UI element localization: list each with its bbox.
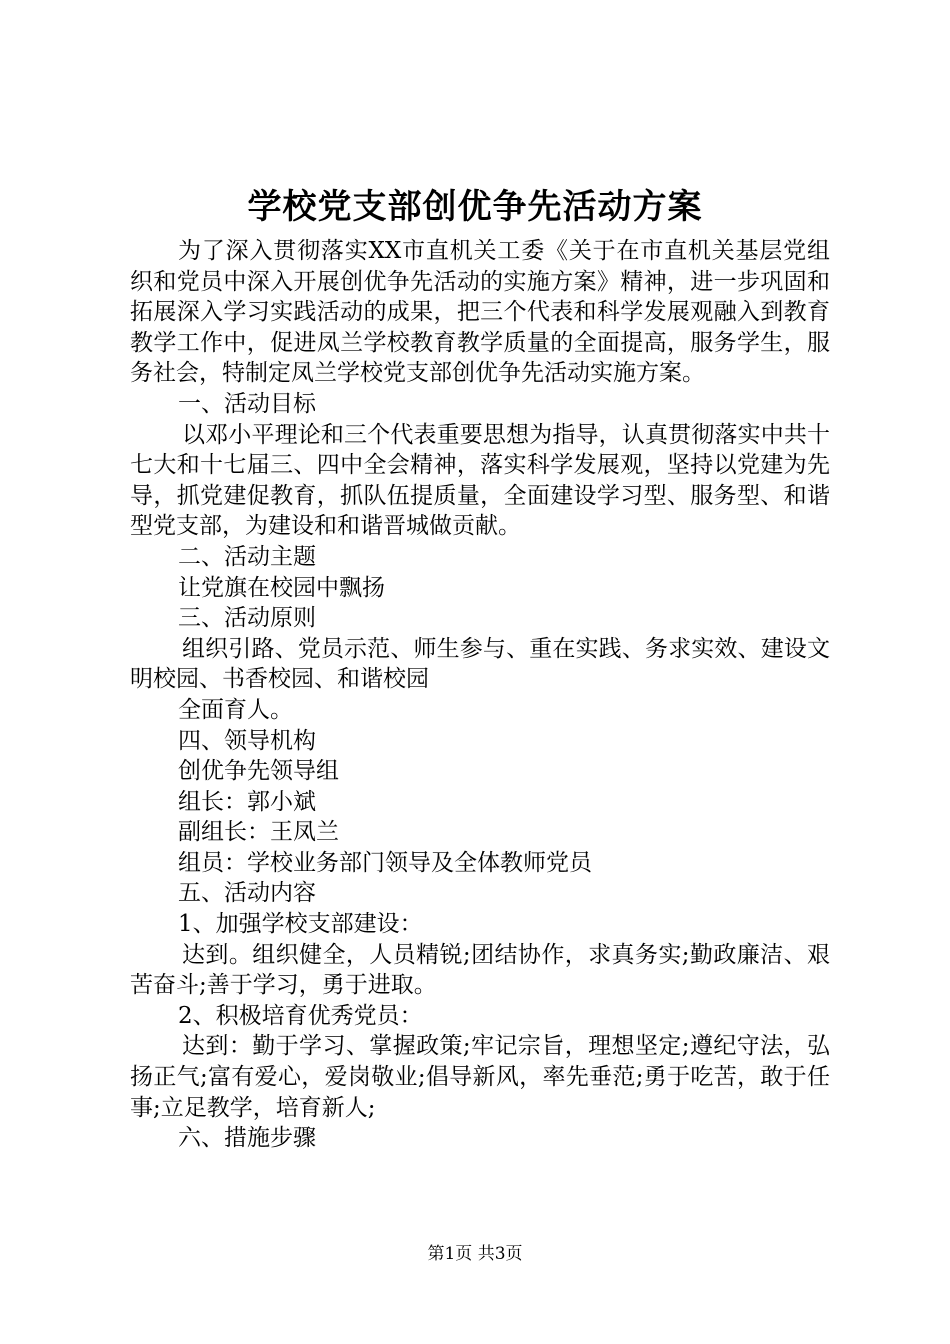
document-body [130, 236, 830, 1154]
leadership-deputy: 副组长：王凤兰 [178, 819, 339, 846]
goals-paragraph: 以邓小平理论和三个代表重要思想为指导，认真贯彻落实中共十七大和十七届三、四中全会精神，落实科学发展观，坚持以党建为先导，抓党建促教育，抓队伍提质量，全面建设学习型、服务型、和谐型党支部，为建设和和谐晋城做贡献。 [130, 421, 830, 540]
section-heading-steps: 六、措施步骤 [178, 1125, 316, 1152]
section-heading-leadership: 四、领导机构 [178, 727, 316, 754]
section-heading-content: 五、活动内容 [178, 880, 316, 907]
content-item-2-heading: 2、积极培育优秀党员： [178, 1002, 423, 1029]
page-footer: 第1页 共3页 [427, 1244, 523, 1264]
document-title: 学校党支部创优争先活动方案 [247, 187, 703, 227]
content-item-2-text: 达到：勤于学习、掌握政策;牢记宗旨，理想坚定;遵纪守法，弘扬正气;富有爱心，爱岗敬业;倡导新风，率先垂范;勇于吃苦，敢于任事;立足教学，培育新人; [130, 1033, 830, 1121]
leadership-leader: 组长：郭小斌 [178, 788, 316, 815]
section-heading-theme: 二、活动主题 [178, 543, 316, 570]
content-item-1-heading: 1、加强学校支部建设： [178, 911, 423, 938]
section-heading-principles: 三、活动原则 [178, 605, 316, 632]
leadership-members: 组员：学校业务部门领导及全体教师党员 [178, 849, 592, 876]
principles-continued: 全面育人。 [178, 696, 293, 723]
principles-paragraph: 组织引路、党员示范、师生参与、重在实践、务求实效、建设文明校园、书香校园、和谐校园 [130, 635, 830, 693]
section-heading-goals: 一、活动目标 [178, 390, 316, 417]
intro-paragraph: 为了深入贯彻落实XX市直机关工委《关于在市直机关基层党组织和党员中深入开展创优争先活动的实施方案》精神，进一步巩固和拓展深入学习实践活动的成果，把三个代表和科学发展观融入到教育教学工作中，促进凤兰学校教育教学质量的全面提高，服务学生，服务社会，特制定凤兰学校党支部创优争先活动实施方案。 [130, 238, 830, 387]
content-item-1-text: 达到。组织健全，人员精锐;团结协作，求真务实;勤政廉洁、艰苦奋斗;善于学习，勇于进取。 [130, 941, 830, 999]
leadership-group-name: 创优争先领导组 [178, 758, 339, 785]
theme-text: 让党旗在校园中飘扬 [178, 574, 385, 601]
